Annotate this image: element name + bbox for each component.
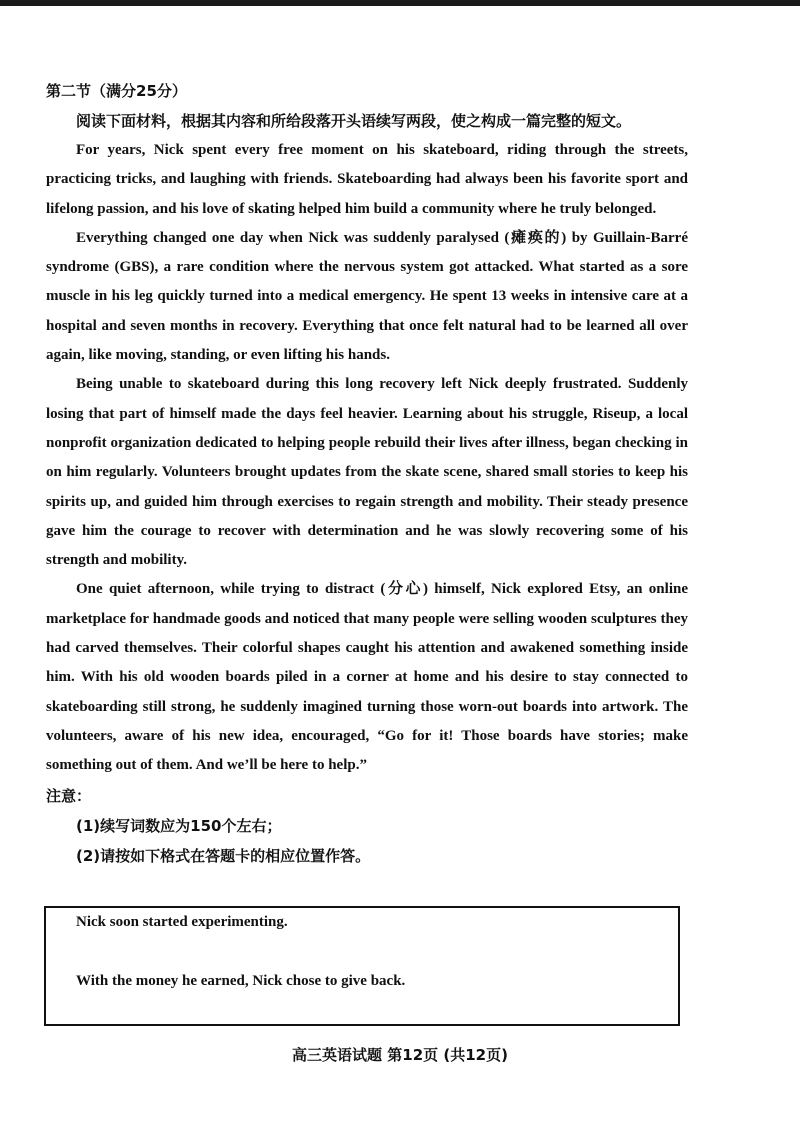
note-item-1: (1)续写词数应为150个左右； xyxy=(76,816,282,835)
section-title: 第二节（满分25分） xyxy=(46,82,187,100)
notes-title: 注意： xyxy=(46,786,92,805)
paragraph-starter-1: Nick soon started experimenting. xyxy=(76,914,288,930)
passage-paragraph-2: Everything changed one day when Nick was suddenly paralysed (瘫痪的) by Guillain-Barré syndrome (GBS), a rare condition where the nervous system got attacked. What started as a sore muscle in his leg quickly turned into a medical emergency. He spent 13 weeks in intensive care at a hospital and seven months in recovery. Everything that once felt natural had to be learned all over again, like moving, standing, or even lifting his hands. xyxy=(46,229,688,364)
passage-paragraph-3: Being unable to skateboard during this long recovery left Nick deeply frustrated. Suddenly losing that part of himself made the days feel heavier. Learning about his struggle, Riseup, a local nonprofit organization dedicated to helping people rebuild their lives after illness, began checking in on him regularly. Volunteers brought updates from the skate scene, shared small stories to keep his spirits up, and guided him through exercises to regain strength and mobility. Their steady presence gave him the courage to recover with determination and he was slowly recovering some of his strength and mobility. xyxy=(46,376,688,569)
section-instruction: 阅读下面材料，根据其内容和所给段落开头语续写两段，使之构成一篇完整的短文。 xyxy=(76,112,632,130)
exam-page-content xyxy=(46,78,688,871)
page-footer: 高三英语试题 第12页 (共12页) xyxy=(292,1046,508,1064)
passage-paragraph-1: For years, Nick spent every free moment on his skateboard, riding through the streets, practicing tricks, and laughing with friends. Skateboarding had always been his favorite sport and lifelong passion, and his love of skating helped him build a community where he truly belonged. xyxy=(46,142,688,217)
passage-paragraph-4: One quiet afternoon, while trying to distract (分心) himself, Nick explored Etsy, an online marketplace for handmade goods and noticed that many people were selling wooden sculptures they had carved themselves. Their colorful shapes caught his attention and awakened something inside him. With his old wooden boards piled in a corner at home and his desire to stay connected to skateboarding still strong, he suddenly imagined turning those worn-out boards into artwork. The volunteers, aware of his new idea, encouraged, “Go for it! Those boards have stories; make something out of them. And we’ll be here to help.” xyxy=(46,581,688,774)
paragraph-starter-2: With the money he earned, Nick chose to give back. xyxy=(76,973,406,989)
top-edge-bar xyxy=(0,0,800,6)
answer-format-box xyxy=(44,906,680,1026)
note-item-2: (2)请按如下格式在答题卡的相应位置作答。 xyxy=(76,846,371,865)
